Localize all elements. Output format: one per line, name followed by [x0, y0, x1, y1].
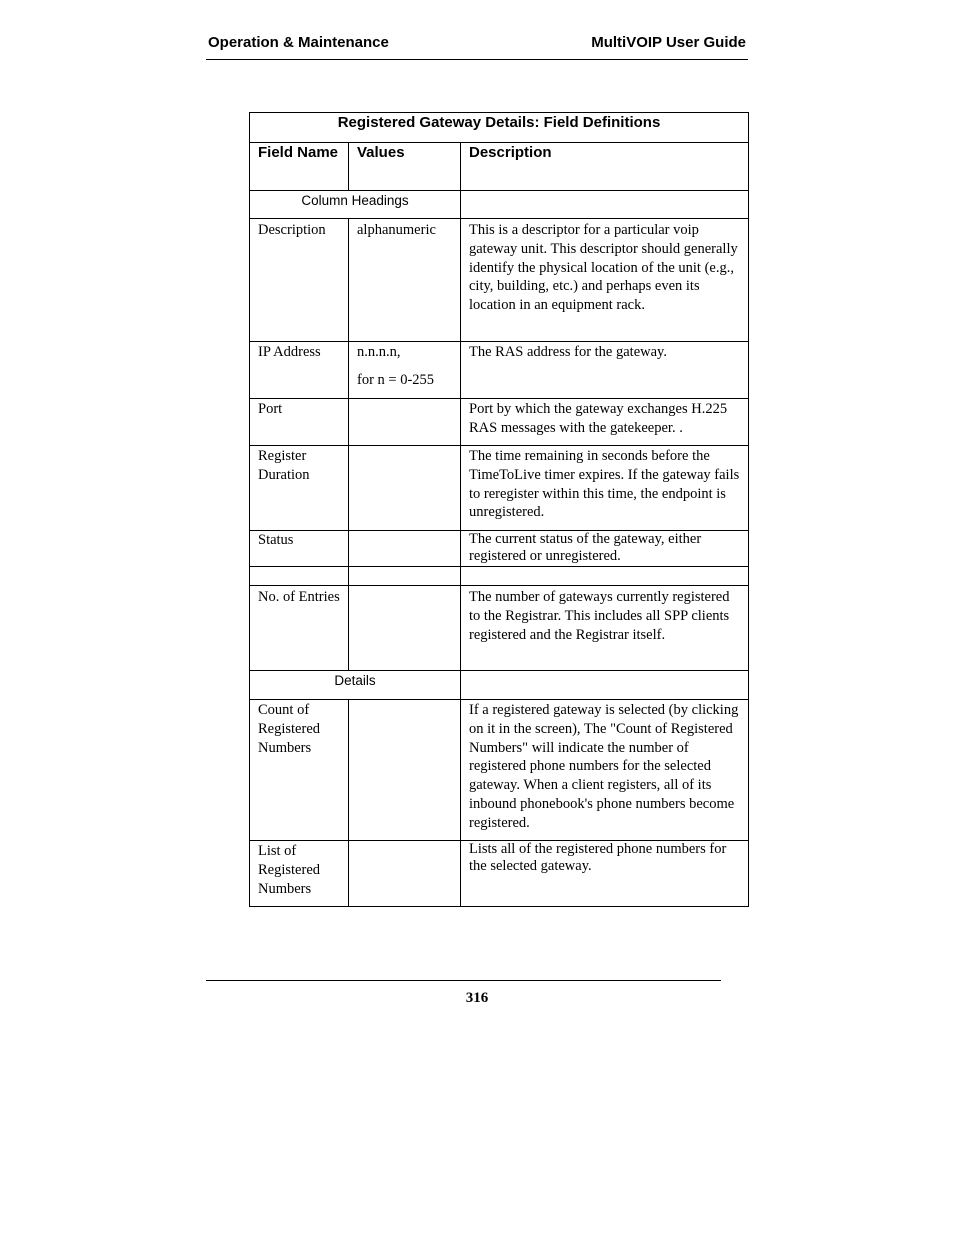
- table-header-row: [250, 143, 749, 191]
- description-cell: The current status of the gateway, either registered or unregistered.: [461, 531, 749, 567]
- table-row: [250, 399, 749, 446]
- header-values: Values: [349, 143, 461, 191]
- table-title: Registered Gateway Details: Field Definitions: [250, 113, 749, 143]
- field-definitions-table: [249, 112, 749, 907]
- field-cell: List of Registered Numbers: [250, 841, 349, 907]
- values-line-2: for n = 0-255: [357, 371, 435, 388]
- section-empty-cell: [461, 671, 749, 700]
- values-cell: alphanumeric: [349, 219, 461, 342]
- page-header: [206, 33, 748, 60]
- table-row: [250, 586, 749, 671]
- section-empty-cell: [461, 191, 749, 219]
- field-cell: Status: [250, 531, 349, 567]
- table-row: [250, 219, 749, 342]
- values-cell: [349, 446, 461, 531]
- values-cell: [349, 399, 461, 446]
- field-cell: No. of Entries: [250, 586, 349, 671]
- footer-rule: [206, 980, 721, 981]
- header-guide-title: MultiVOIP User Guide: [591, 34, 746, 51]
- description-cell: Lists all of the registered phone numbers for the selected gateway.: [461, 841, 749, 907]
- description-cell: Port by which the gateway exchanges H.225 RAS messages with the gatekeeper. .: [461, 399, 749, 446]
- table-row: [250, 342, 749, 399]
- field-cell: Port: [250, 399, 349, 446]
- field-cell: [250, 567, 349, 586]
- description-cell: [461, 567, 749, 586]
- table-row-empty: [250, 567, 749, 586]
- field-cell: Count of Registered Numbers: [250, 700, 349, 841]
- values-line-1: n.n.n.n,: [357, 344, 401, 360]
- description-cell: The number of gateways currently registered to the Registrar. This includes all SPP clients registered and the Registrar itself.: [461, 586, 749, 671]
- description-cell: The RAS address for the gateway.: [461, 342, 749, 399]
- table-row: [250, 446, 749, 531]
- field-cell: IP Address: [250, 342, 349, 399]
- table-title-row: [250, 113, 749, 143]
- header-description: Description: [461, 143, 749, 191]
- section-label-column-headings: Column Headings: [250, 191, 461, 219]
- description-cell: If a registered gateway is selected (by clicking on it in the screen), The "Count of Registered Numbers" will indicate the number of registered phone numbers for the selected gateway. When a client registers, all of its inbound phonebook's phone numbers become registered.: [461, 700, 749, 841]
- values-cell: [349, 700, 461, 841]
- field-cell: Register Duration: [250, 446, 349, 531]
- values-cell: [349, 531, 461, 567]
- field-cell: Description: [250, 219, 349, 342]
- table-row: [250, 531, 749, 567]
- page-number: 316: [465, 990, 489, 1006]
- section-row-details: [250, 671, 749, 700]
- table-row: [250, 841, 749, 907]
- values-cell: [349, 841, 461, 907]
- description-cell: The time remaining in seconds before the TimeToLive timer expires. If the gateway fails to reregister within this time, the endpoint is unregistered.: [461, 446, 749, 531]
- values-cell: [349, 586, 461, 671]
- header-section-title: Operation & Maintenance: [208, 34, 389, 51]
- values-cell: [349, 567, 461, 586]
- header-field-name: Field Name: [250, 143, 349, 191]
- section-row-column-headings: [250, 191, 749, 219]
- section-label-details: Details: [250, 671, 461, 700]
- description-cell: This is a descriptor for a particular voip gateway unit. This descriptor should generally identify the physical location of the unit (e.g., city, building, etc.) and perhaps even its location in an equipment rack.: [461, 219, 749, 342]
- values-cell: [349, 342, 461, 399]
- table-row: [250, 700, 749, 841]
